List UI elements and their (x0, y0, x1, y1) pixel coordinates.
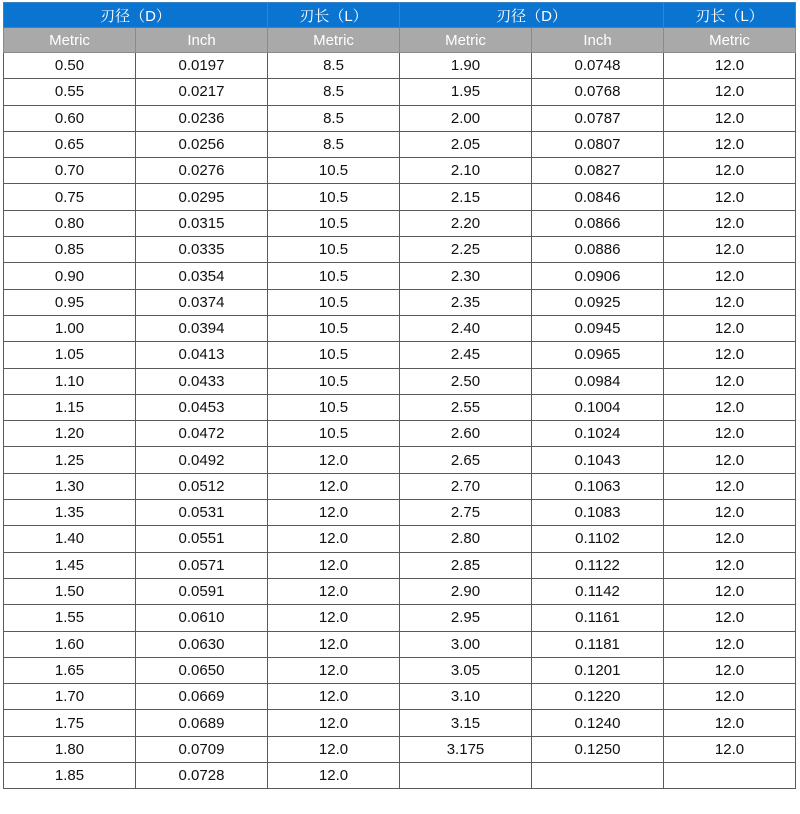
length-metric-cell: 12.0 (268, 526, 400, 552)
diameter-metric-cell: 2.55 (400, 394, 532, 420)
length-metric-cell: 12.0 (664, 289, 796, 315)
diameter-inch-cell: 0.0413 (136, 342, 268, 368)
length-metric-cell: 10.5 (268, 263, 400, 289)
diameter-inch-cell: 0.0610 (136, 605, 268, 631)
length-metric-cell: 12.0 (664, 368, 796, 394)
diameter-inch-cell: 0.1220 (532, 684, 664, 710)
diameter-inch-cell: 0.0669 (136, 684, 268, 710)
header-blade-diameter-right: 刃径（D） (400, 3, 664, 28)
diameter-metric-cell: 0.50 (4, 53, 136, 79)
diameter-inch-cell: 0.0768 (532, 79, 664, 105)
diameter-inch-cell: 0.0571 (136, 552, 268, 578)
table-row (4, 315, 796, 341)
length-metric-cell: 12.0 (664, 158, 796, 184)
diameter-inch-cell: 0.0295 (136, 184, 268, 210)
length-metric-cell: 8.5 (268, 53, 400, 79)
diameter-inch-cell: 0.0630 (136, 631, 268, 657)
diameter-inch-cell: 0.0433 (136, 368, 268, 394)
length-metric-cell: 12.0 (268, 710, 400, 736)
table-row (4, 421, 796, 447)
table-row (4, 447, 796, 473)
diameter-metric-cell: 3.05 (400, 657, 532, 683)
length-metric-cell: 10.5 (268, 315, 400, 341)
diameter-metric-cell: 1.75 (4, 710, 136, 736)
diameter-metric-cell: 3.15 (400, 710, 532, 736)
diameter-inch-cell: 0.0866 (532, 210, 664, 236)
length-metric-cell: 12.0 (664, 631, 796, 657)
diameter-metric-cell (400, 763, 532, 789)
length-metric-cell: 12.0 (268, 657, 400, 683)
diameter-inch-cell: 0.0728 (136, 763, 268, 789)
length-metric-cell: 12.0 (664, 710, 796, 736)
diameter-inch-cell: 0.0374 (136, 289, 268, 315)
diameter-metric-cell: 1.00 (4, 315, 136, 341)
length-metric-cell: 10.5 (268, 184, 400, 210)
length-metric-cell: 12.0 (268, 631, 400, 657)
length-metric-cell: 8.5 (268, 131, 400, 157)
length-metric-cell: 12.0 (664, 210, 796, 236)
diameter-metric-cell: 1.30 (4, 473, 136, 499)
diameter-inch-cell: 0.0256 (136, 131, 268, 157)
diameter-metric-cell: 2.60 (400, 421, 532, 447)
diameter-metric-cell: 1.05 (4, 342, 136, 368)
diameter-metric-cell: 1.65 (4, 657, 136, 683)
length-metric-cell: 12.0 (664, 53, 796, 79)
diameter-metric-cell: 2.50 (400, 368, 532, 394)
length-metric-cell: 12.0 (268, 684, 400, 710)
diameter-metric-cell: 1.20 (4, 421, 136, 447)
table-row (4, 342, 796, 368)
diameter-metric-cell: 1.85 (4, 763, 136, 789)
diameter-inch-cell: 0.0197 (136, 53, 268, 79)
diameter-metric-cell: 1.55 (4, 605, 136, 631)
diameter-metric-cell: 1.45 (4, 552, 136, 578)
diameter-inch-cell: 0.0394 (136, 315, 268, 341)
length-metric-cell: 12.0 (664, 421, 796, 447)
table-row (4, 473, 796, 499)
table-row (4, 368, 796, 394)
unit-header-metric: Metric (4, 28, 136, 53)
diameter-metric-cell: 1.25 (4, 447, 136, 473)
diameter-metric-cell: 0.55 (4, 79, 136, 105)
header-blade-diameter-left: 刃径（D） (4, 3, 268, 28)
diameter-inch-cell: 0.0492 (136, 447, 268, 473)
table-row (4, 526, 796, 552)
diameter-metric-cell: 1.35 (4, 500, 136, 526)
drill-spec-table (3, 2, 796, 789)
length-metric-cell: 12.0 (664, 131, 796, 157)
diameter-inch-cell: 0.0236 (136, 105, 268, 131)
length-metric-cell: 12.0 (268, 447, 400, 473)
length-metric-cell: 12.0 (664, 105, 796, 131)
length-metric-cell: 12.0 (664, 79, 796, 105)
diameter-metric-cell: 2.35 (400, 289, 532, 315)
header-blade-length-right: 刃长（L） (664, 3, 796, 28)
diameter-metric-cell: 2.10 (400, 158, 532, 184)
length-metric-cell: 12.0 (268, 736, 400, 762)
diameter-inch-cell: 0.0217 (136, 79, 268, 105)
diameter-metric-cell: 0.95 (4, 289, 136, 315)
length-metric-cell: 8.5 (268, 105, 400, 131)
length-metric-cell: 10.5 (268, 289, 400, 315)
diameter-inch-cell: 0.0906 (532, 263, 664, 289)
diameter-metric-cell: 1.60 (4, 631, 136, 657)
diameter-metric-cell: 2.25 (400, 237, 532, 263)
length-metric-cell: 8.5 (268, 79, 400, 105)
diameter-metric-cell: 1.70 (4, 684, 136, 710)
table-row (4, 237, 796, 263)
diameter-metric-cell: 2.30 (400, 263, 532, 289)
diameter-inch-cell: 0.0335 (136, 237, 268, 263)
diameter-metric-cell: 2.15 (400, 184, 532, 210)
table-row (4, 105, 796, 131)
diameter-metric-cell: 1.90 (400, 53, 532, 79)
table-row (4, 552, 796, 578)
diameter-inch-cell: 0.0315 (136, 210, 268, 236)
length-metric-cell: 12.0 (268, 552, 400, 578)
length-metric-cell: 12.0 (268, 473, 400, 499)
diameter-inch-cell: 0.0807 (532, 131, 664, 157)
diameter-inch-cell: 0.0846 (532, 184, 664, 210)
length-metric-cell: 12.0 (664, 473, 796, 499)
length-metric-cell: 12.0 (664, 447, 796, 473)
header-blade-length-left: 刃长（L） (268, 3, 400, 28)
table-row (4, 605, 796, 631)
diameter-inch-cell: 0.1122 (532, 552, 664, 578)
diameter-inch-cell: 0.0531 (136, 500, 268, 526)
length-metric-cell: 10.5 (268, 394, 400, 420)
diameter-metric-cell: 2.40 (400, 315, 532, 341)
diameter-inch-cell: 0.0984 (532, 368, 664, 394)
length-metric-cell: 12.0 (664, 578, 796, 604)
diameter-inch-cell: 0.1161 (532, 605, 664, 631)
table-row (4, 684, 796, 710)
diameter-inch-cell: 0.0827 (532, 158, 664, 184)
length-metric-cell: 12.0 (664, 605, 796, 631)
length-metric-cell: 12.0 (664, 342, 796, 368)
table-body (4, 53, 796, 789)
diameter-inch-cell: 0.0591 (136, 578, 268, 604)
diameter-metric-cell: 1.40 (4, 526, 136, 552)
table-row (4, 131, 796, 157)
unit-header-metric: Metric (400, 28, 532, 53)
diameter-inch-cell: 0.1004 (532, 394, 664, 420)
table-row (4, 710, 796, 736)
diameter-metric-cell: 2.65 (400, 447, 532, 473)
diameter-metric-cell: 2.80 (400, 526, 532, 552)
table-row (4, 631, 796, 657)
diameter-metric-cell: 1.50 (4, 578, 136, 604)
length-metric-cell: 12.0 (664, 500, 796, 526)
table-row (4, 263, 796, 289)
diameter-inch-cell: 0.0512 (136, 473, 268, 499)
diameter-metric-cell: 0.85 (4, 237, 136, 263)
table-row (4, 578, 796, 604)
diameter-inch-cell: 0.0689 (136, 710, 268, 736)
diameter-inch-cell: 0.0787 (532, 105, 664, 131)
diameter-inch-cell: 0.1083 (532, 500, 664, 526)
diameter-inch-cell: 0.1102 (532, 526, 664, 552)
diameter-inch-cell: 0.0276 (136, 158, 268, 184)
diameter-metric-cell: 2.95 (400, 605, 532, 631)
diameter-inch-cell: 0.0886 (532, 237, 664, 263)
length-metric-cell: 12.0 (664, 315, 796, 341)
diameter-inch-cell: 0.1063 (532, 473, 664, 499)
table-row (4, 763, 796, 789)
diameter-metric-cell: 0.80 (4, 210, 136, 236)
diameter-metric-cell: 2.90 (400, 578, 532, 604)
length-metric-cell: 12.0 (664, 237, 796, 263)
diameter-inch-cell: 0.0709 (136, 736, 268, 762)
diameter-inch-cell: 0.0945 (532, 315, 664, 341)
unit-header-metric: Metric (268, 28, 400, 53)
table-row (4, 394, 796, 420)
table-row (4, 289, 796, 315)
diameter-inch-cell: 0.1024 (532, 421, 664, 447)
diameter-inch-cell: 0.0650 (136, 657, 268, 683)
diameter-inch-cell: 0.1250 (532, 736, 664, 762)
length-metric-cell: 12.0 (664, 657, 796, 683)
length-metric-cell: 12.0 (664, 184, 796, 210)
diameter-metric-cell: 1.15 (4, 394, 136, 420)
diameter-metric-cell: 0.75 (4, 184, 136, 210)
diameter-metric-cell: 3.10 (400, 684, 532, 710)
diameter-inch-cell: 0.0925 (532, 289, 664, 315)
diameter-metric-cell: 3.175 (400, 736, 532, 762)
length-metric-cell: 12.0 (268, 763, 400, 789)
diameter-inch-cell: 0.1201 (532, 657, 664, 683)
length-metric-cell (664, 763, 796, 789)
diameter-inch-cell: 0.0748 (532, 53, 664, 79)
diameter-inch-cell: 0.0965 (532, 342, 664, 368)
table-row (4, 500, 796, 526)
length-metric-cell: 12.0 (664, 526, 796, 552)
length-metric-cell: 10.5 (268, 421, 400, 447)
diameter-inch-cell (532, 763, 664, 789)
table-row (4, 79, 796, 105)
diameter-inch-cell: 0.0453 (136, 394, 268, 420)
diameter-metric-cell: 2.85 (400, 552, 532, 578)
table-row (4, 53, 796, 79)
length-metric-cell: 12.0 (268, 500, 400, 526)
diameter-metric-cell: 1.10 (4, 368, 136, 394)
diameter-inch-cell: 0.1043 (532, 447, 664, 473)
length-metric-cell: 12.0 (664, 263, 796, 289)
length-metric-cell: 10.5 (268, 368, 400, 394)
table-row (4, 158, 796, 184)
length-metric-cell: 10.5 (268, 342, 400, 368)
table-row (4, 184, 796, 210)
length-metric-cell: 10.5 (268, 210, 400, 236)
diameter-inch-cell: 0.0354 (136, 263, 268, 289)
diameter-metric-cell: 0.70 (4, 158, 136, 184)
diameter-metric-cell: 2.05 (400, 131, 532, 157)
length-metric-cell: 12.0 (664, 394, 796, 420)
table-row (4, 736, 796, 762)
diameter-metric-cell: 2.20 (400, 210, 532, 236)
diameter-inch-cell: 0.0472 (136, 421, 268, 447)
group-header-row (4, 3, 796, 28)
diameter-metric-cell: 2.75 (400, 500, 532, 526)
length-metric-cell: 12.0 (664, 736, 796, 762)
diameter-metric-cell: 0.90 (4, 263, 136, 289)
table-row (4, 210, 796, 236)
diameter-metric-cell: 2.00 (400, 105, 532, 131)
length-metric-cell: 12.0 (268, 605, 400, 631)
length-metric-cell: 10.5 (268, 158, 400, 184)
diameter-inch-cell: 0.1142 (532, 578, 664, 604)
unit-header-inch: Inch (136, 28, 268, 53)
diameter-metric-cell: 2.45 (400, 342, 532, 368)
diameter-inch-cell: 0.0551 (136, 526, 268, 552)
diameter-inch-cell: 0.1240 (532, 710, 664, 736)
length-metric-cell: 10.5 (268, 237, 400, 263)
length-metric-cell: 12.0 (664, 552, 796, 578)
diameter-inch-cell: 0.1181 (532, 631, 664, 657)
unit-header-row (4, 28, 796, 53)
diameter-metric-cell: 0.65 (4, 131, 136, 157)
diameter-metric-cell: 2.70 (400, 473, 532, 499)
unit-header-inch: Inch (532, 28, 664, 53)
diameter-metric-cell: 1.95 (400, 79, 532, 105)
length-metric-cell: 12.0 (268, 578, 400, 604)
diameter-metric-cell: 0.60 (4, 105, 136, 131)
unit-header-metric: Metric (664, 28, 796, 53)
diameter-metric-cell: 3.00 (400, 631, 532, 657)
diameter-metric-cell: 1.80 (4, 736, 136, 762)
table-row (4, 657, 796, 683)
length-metric-cell: 12.0 (664, 684, 796, 710)
